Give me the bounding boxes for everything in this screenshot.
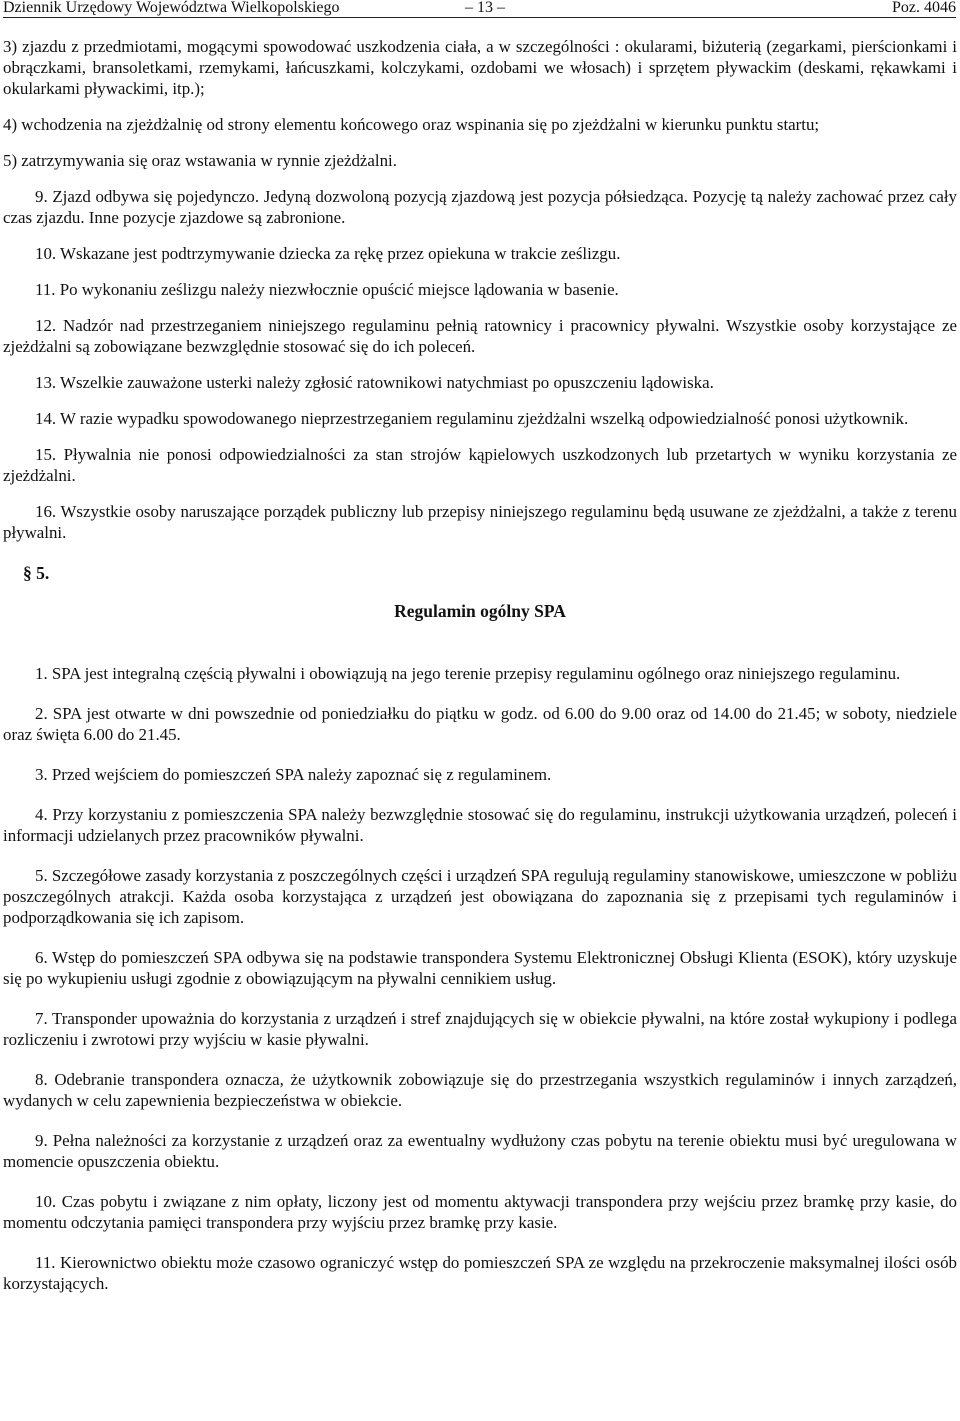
slide-rule-11: 11. Po wykonaniu ześlizgu należy niezwłocznie opuścić miejsce lądowania w basenie. [35,280,619,299]
slide-rule-14: 14. W razie wypadku spowodowanego nieprzestrzeganiem regulaminu zjeżdżalni wszelką odpowiedzialność ponosi użytkownik. [35,409,909,428]
slide-rule-13: 13. Wszelkie zauważone usterki należy zgłosić ratownikowi natychmiast po opuszczeniu lądowiska. [35,373,714,392]
spa-rule-5: 5. Szczegółowe zasady korzystania z poszczególnych części i urządzeń SPA regulują regulaminy stanowiskowe, umieszczone w pobliżu poszczególnych atrakcji. Każda osoba korzystająca z urządzeń jest obowiązana do zapoznania się z przepisami tych regulaminów i podporządkowania się ich zapisom. [3,866,957,927]
spa-rule-9: 9. Pełna należności za korzystanie z urządzeń oraz za ewentualny wydłużony czas pobytu na terenie obiektu musi być uregulowana w momencie opuszczenia obiektu. [3,1131,957,1171]
journal-title: Dziennik Urzędowy Województwa Wielkopolskiego [3,0,340,16]
slide-rule-10: 10. Wskazane jest podtrzymywanie dziecka za rękę przez opiekuna w trakcie ześlizgu. [35,244,621,263]
spa-rule-1: 1. SPA jest integralną częścią pływalni i obowiązują na jego terenie przepisy regulaminu ogólnego oraz niniejszego regulaminu. [35,664,901,683]
spa-rule-2: 2. SPA jest otwarte w dni powszednie od poniedziałku do piątku w godz. od 6.00 do 9.00 oraz od 14.00 do 21.45; w soboty, niedziele oraz święta 6.00 do 21.45. [3,704,957,744]
list-item-5: 5) zatrzymywania się oraz wstawania w rynnie zjeżdżalni. [3,151,397,170]
slide-rule-16: 16. Wszystkie osoby naruszające porządek publiczny lub przepisy niniejszego regulaminu będą usuwane ze zjeżdżalni, a także z terenu pływalni. [3,502,957,542]
spa-rule-8: 8. Odebranie transpondera oznacza, że użytkownik zobowiązuje się do przestrzegania wszystkich regulaminów i innych zarządzeń, wydanych w celu zapewnienia bezpieczeństwa w obiekcie. [3,1070,957,1110]
section-mark: § 5. [23,563,50,583]
slide-rule-12: 12. Nadzór nad przestrzeganiem niniejszego regulaminu pełnią ratownicy i pracownicy pływalni. Wszystkie osoby korzystające ze zjeżdżalni są zobowiązane bezwzględnie stosować się do ich poleceń. [3,316,957,356]
header-rule [3,17,956,18]
position-number: Poz. 4046 [892,0,956,16]
spa-rule-3: 3. Przed wejściem do pomieszczeń SPA należy zapoznać się z regulaminem. [35,765,552,784]
page-number: – 13 – [465,0,505,16]
spa-rule-4: 4. Przy korzystaniu z pomieszczenia SPA należy bezwzględnie stosować się do regulaminu, instrukcji użytkowania urządzeń, poleceń i informacji udzielanych przez pracowników pływalni. [3,805,957,845]
spa-rule-7: 7. Transponder upoważnia do korzystania z urządzeń i stref znajdujących się w obiekcie pływalni, na które został wykupiony i podlega rozliczeniu i zwrotowi przy wyjściu w kasie pływalni. [3,1009,957,1049]
slide-rule-15: 15. Pływalnia nie ponosi odpowiedzialności za stan strojów kąpielowych uszkodzonych lub przetartych w wyniku korzystania ze zjeżdżalni. [3,445,957,485]
list-item-3: 3) zjazdu z przedmiotami, mogącymi spowodować uszkodzenia ciała, a w szczególności : okularami, biżuterią (zegarkami, pierścionkami i obrączkami, bransoletkami, rzemykami, łańcuszkami, kolczykami, ozdobami we włosach) i sprzętem pływackim (deskami, rękawkami i okularkami pływackimi, itp.); [3,37,957,98]
document-body [3,36,957,1294]
spa-rule-11: 11. Kierownictwo obiektu może czasowo ograniczyć wstęp do pomieszczeń SPA ze względu na przekroczenie maksymalnej ilości osób korzystających. [3,1253,957,1293]
section-title: Regulamin ogólny SPA [394,601,566,621]
slide-rule-9: 9. Zjazd odbywa się pojedynczo. Jedyną dozwoloną pozycją zjazdową jest pozycja półsiedząca. Pozycję tą należy zachować przez cały czas zjazdu. Inne pozycje zjazdowe są zabronione. [3,187,957,227]
spa-rule-10: 10. Czas pobytu i związane z nim opłaty, liczony jest od momentu aktywacji transpondera przy wejściu przez bramkę przy kasie, do momentu odczytania pamięci transpondera przy wyjściu przez bramkę przy kasie. [3,1192,957,1232]
spa-rule-6: 6. Wstęp do pomieszczeń SPA odbywa się na podstawie transpondera Systemu Elektronicznej Obsługi Klienta (ESOK), który uzyskuje się po wykupieniu usługi zgodnie z obowiązującym na pływalni cennikiem usług. [3,948,957,988]
page-header [0,0,960,20]
list-item-4: 4) wchodzenia na zjeżdżalnię od strony elementu końcowego oraz wspinania się po zjeżdżalni w kierunku punktu startu; [3,115,820,134]
